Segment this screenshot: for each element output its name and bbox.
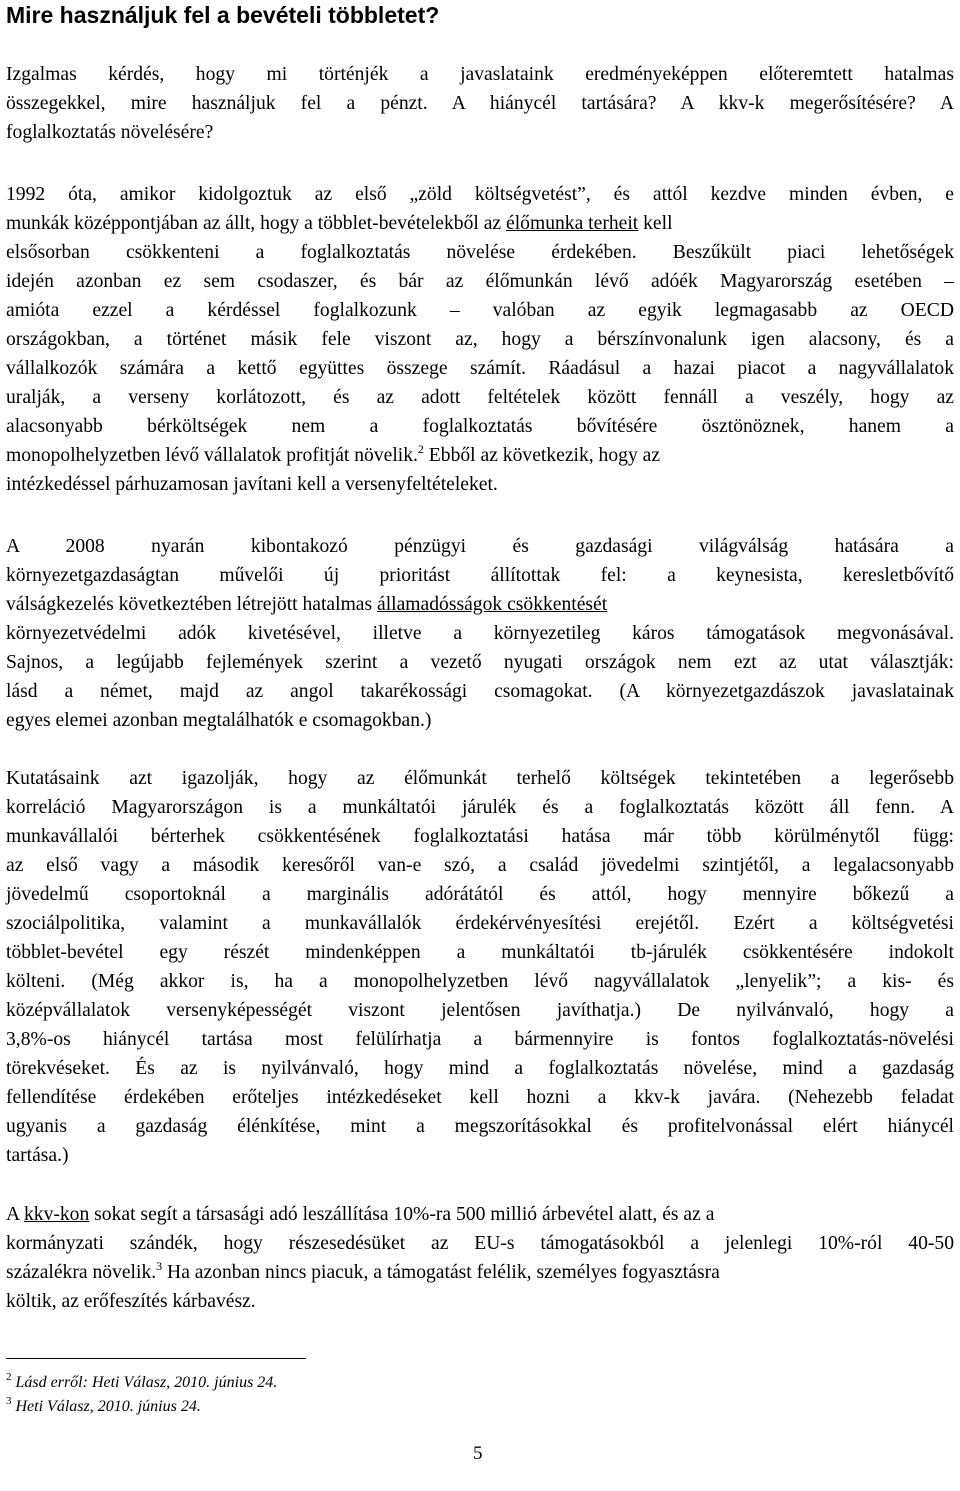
paragraph-research — [6, 764, 954, 1170]
text-line: monopolhelyzetben lévő vállalatok profitját növelik.$^2$ Ebből az következik, hogy az — [6, 442, 661, 466]
footnote-ref: 3 — [156, 1259, 163, 1273]
text-line: válságkezelés következtében létrejött hatalmas államadósságok csökkentését — [6, 594, 608, 615]
text-line: környezetvédelmi adók kivetésével, illetve a környezetileg káros támogatások megvonásával. — [6, 623, 954, 644]
text-line: lásd a német, majd az angol takarékossági csomagokat. (A környezetgazdászok javaslatainak — [6, 681, 954, 702]
text-line: költik, az erőfeszítés kárbavész. — [6, 1291, 256, 1312]
footnote-text: Lásd erről: Heti Válasz, 2010. június 24. — [15, 1374, 278, 1391]
text-line: alacsonyabb bérköltségek nem a foglalkoztatás bővítésére ösztönöznek, hanem a — [6, 416, 954, 437]
underlined-term: államadósságok csökkentését — [377, 594, 608, 615]
text-line: idején azonban ez sem csodaszer, és bár az élőmunkán lévő adóék Magyarország esetében – — [6, 271, 954, 292]
underlined-term: élőmunka terheit — [506, 213, 639, 234]
text-line: munkák középpontjában az állt, hogy a többlet-bevételekből az élőmunka terheit kell — [6, 213, 673, 234]
paragraph-green-budget — [6, 180, 954, 499]
text-line: szociálpolitika, valamint a munkavállalók érdekérvényesítési erejétől. Ezért a költségvetési — [6, 913, 954, 934]
text-line: az első vagy a második keresőről van-e szó, a család jövedelmi szintjétől, a legalacsonyabb — [6, 855, 954, 876]
text-line: intézkedéssel párhuzamosan javítani kell a versenyfeltételeket. — [6, 474, 498, 495]
text-line: környezetgazdaságtan művelői új prioritást állítottak fel: a keynesista, keresletbővítő — [6, 565, 954, 586]
footnote-mark: 2 — [6, 1371, 12, 1383]
text-line: költeni. (Még akkor is, ha a monopolhelyzetben lévő nagyvállalatok „lenyelik”; a kis- és — [6, 971, 954, 992]
footnote-2 — [6, 1371, 278, 1392]
footnote-3 — [6, 1395, 201, 1416]
text-line: korreláció Magyarországon is a munkáltatói járulék és a foglalkoztatás között áll fenn. A — [6, 797, 954, 818]
text-line: foglalkoztatás növelésére? — [6, 122, 214, 143]
text-line: Izgalmas kérdés, hogy mi történjék a javaslataink eredményeképpen előteremtett hatalmas — [6, 64, 954, 85]
text-line: országokban, a történet másik fele viszont az, hogy a bérszínvonalunk igen alacsony, és a — [6, 329, 954, 350]
text-line: összegekkel, mire használjuk fel a pénzt. A hiánycél tartására? A kkv-k megerősítésére? A — [6, 93, 954, 114]
text-line: A kkv-kon sokat segít a társasági adó leszállítása 10%-ra 500 millió árbevétel alatt, és az a — [6, 1204, 715, 1225]
text-line: munkavállalói bérterhek csökkentésének foglalkoztatási hatása már több körülménytől függ: — [6, 826, 954, 847]
footnote-text: Heti Válasz, 2010. június 24. — [15, 1398, 201, 1415]
text-line: törekvéseket. És az is nyilvánvaló, hogy mind a foglalkoztatás növelése, mind a gazdaság — [6, 1058, 954, 1079]
text-line: tartása.) — [6, 1145, 69, 1166]
text-line: egyes elemei azonban megtalálhatók e csomagokban.) — [6, 710, 432, 731]
underlined-term: kkv-kon — [23, 1204, 90, 1225]
text-line: amióta ezzel a kérdéssel foglalkozunk – valóban az egyik legmagasabb az OECD — [6, 300, 954, 321]
text-line: ugyanis a gazdaság élénkítése, mint a megszorításokkal és profitelvonással elért hiánycél — [6, 1116, 954, 1137]
footnote-separator — [6, 1358, 306, 1359]
text-line: középvállalatok versenyképességét viszont jelentősen javíthatja.) De nyilvánvaló, hogy a — [6, 1000, 954, 1021]
text-line: 3,8%-os hiánycél tartása most felülírhatja a bármennyire is fontos foglalkoztatás-növelési — [6, 1029, 954, 1050]
text-line: fellendítése érdekében erőteljes intézkedéseket kell hozni a kkv-k javára. (Nehezebb feladat — [6, 1087, 954, 1108]
text-line: jövedelmű csoportoknál a marginális adórátától és attól, hogy mennyire bőkezű a — [6, 884, 954, 905]
text-line: uralják, a verseny korlátozott, és az adott feltételek között fennáll a veszély, hogy az — [6, 387, 954, 408]
paragraph-sme — [6, 1200, 954, 1316]
text-line: Sajnos, a legújabb fejlemények szerint a vezető nyugati országok nem ezt az utat választják: — [6, 652, 954, 673]
paragraph-crisis — [6, 532, 954, 735]
text-line: kormányzati szándék, hogy részesedésüket az EU-s támogatásokból a jelenlegi 10%-ról 40-50 — [6, 1233, 954, 1254]
footnote-mark: 3 — [6, 1395, 12, 1407]
footnote-ref: 2 — [417, 442, 424, 456]
page-number: 5 — [473, 1443, 483, 1464]
text-line: többlet-bevétel egy részét mindenképpen a munkáltatói tb-járulék csökkentésére indokolt — [6, 942, 954, 963]
text-line: vállalkozók számára a kettő együttes összege számít. Ráadásul a hazai piacot a nagyvállalatok — [6, 358, 954, 379]
text-line: elsősorban csökkenteni a foglalkoztatás növelése érdekében. Beszűkült piaci lehetőségek — [6, 242, 954, 263]
section-heading: Mire használjuk fel a bevételi többletet? — [6, 2, 440, 28]
text-line: 1992 óta, amikor kidolgoztuk az első „zöld költségvetést”, és attól kezdve minden évben, e — [6, 184, 954, 205]
text-line: Kutatásaink azt igazolják, hogy az élőmunkát terhelő költségek tekintetében a legerősebb — [6, 768, 954, 789]
text-line: A 2008 nyarán kibontakozó pénzügyi és gazdasági világválság hatására a — [6, 536, 954, 557]
text-line: százalékra növelik.$^3$ Ha azonban nincs piacuk, a támogatást felélik, személyes fogyasztásra — [6, 1259, 720, 1283]
paragraph-intro — [6, 60, 954, 147]
